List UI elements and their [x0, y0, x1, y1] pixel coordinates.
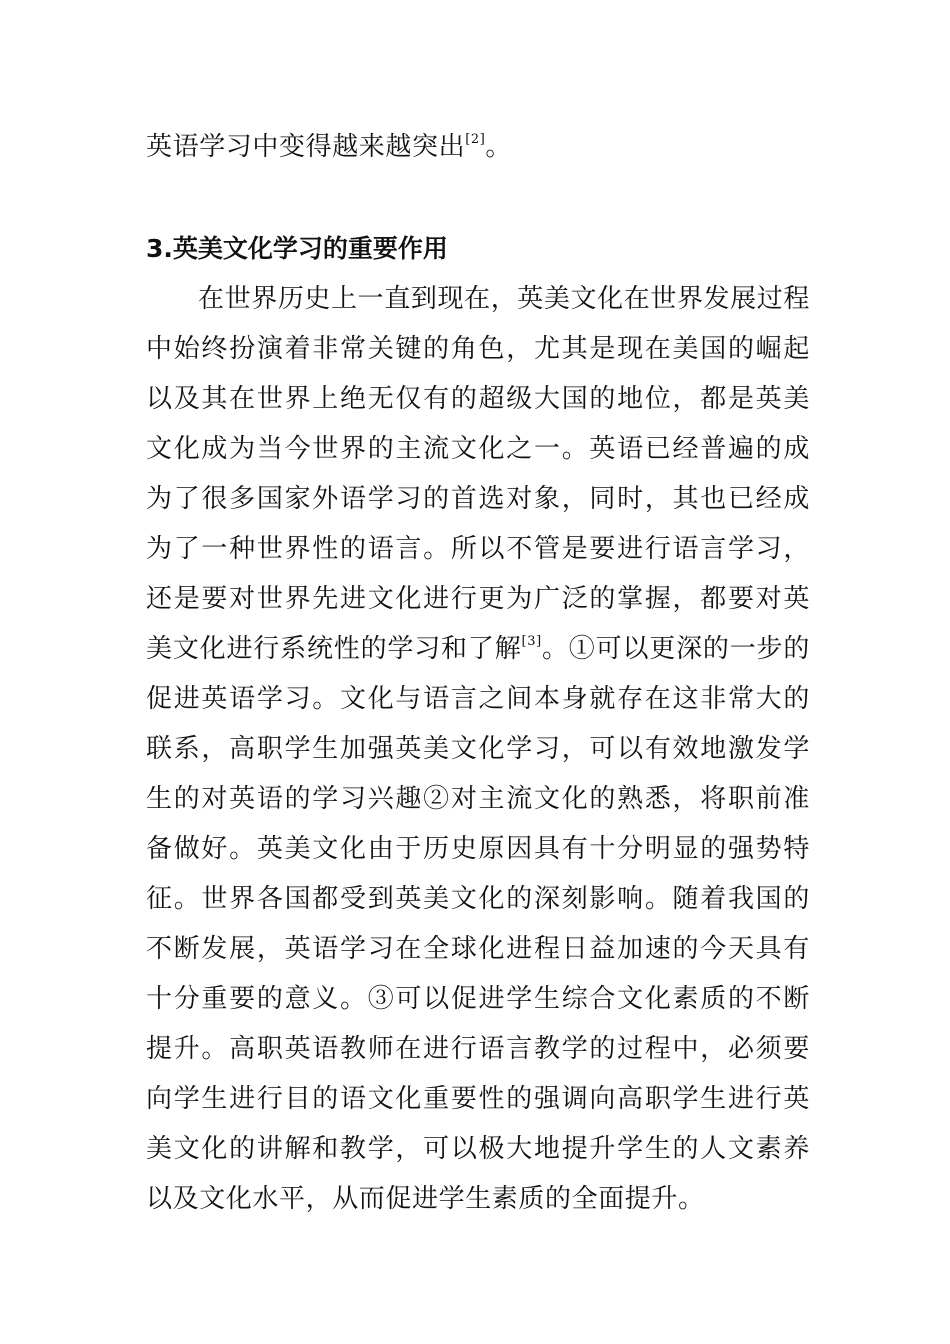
continuation-end: 。: [485, 132, 513, 162]
paragraph-text-part2: 。①可以更深的一步的促进英语学习。文化与语言之间本身就存在这非常大的联系，高职学生加强英美文化学习，可以有效地激发学生的对英语的学习兴趣②对主流文化的熟悉，将职前准备做好。英美文化由于历史原因具有十分明显的强势特征。世界各国都受到英美文化的深刻影响。随着我国的不断发展，英语学习在全球化进程日益加速的今天具有十分重要的意义。③可以促进学生综合文化素质的不断提升。高职英语教师在进行语言教学的过程中，必须要向学生进行目的语文化重要性的强调向高职学生进行英美文化的讲解和教学，可以极大地提升学生的人文素养以及文化水平，从而促进学生素质的全面提升。: [146, 634, 810, 1214]
continuation-paragraph: [146, 122, 810, 172]
section-paragraph: [146, 274, 810, 1224]
section-heading: 3.英美文化学习的重要作用: [146, 234, 448, 263]
citation-2: [2]: [465, 132, 486, 148]
paragraph-text-part1: 在世界历史上一直到现在，英美文化在世界发展过程中始终扮演着非常关键的角色，尤其是现在美国的崛起以及其在世界上绝无仅有的超级大国的地位，都是英美文化成为当今世界的主流文化之一。英语已经普遍的成为了很多国家外语学习的首选对象，同时，其也已经成为了一种世界性的语言。所以不管是要进行语言学习，还是要对世界先进文化进行更为广泛的掌握，都要对英美文化进行系统性的学习和了解: [146, 284, 810, 664]
continuation-text: 英语学习中变得越来越突出: [146, 132, 466, 162]
citation-3: [3]: [521, 634, 542, 650]
